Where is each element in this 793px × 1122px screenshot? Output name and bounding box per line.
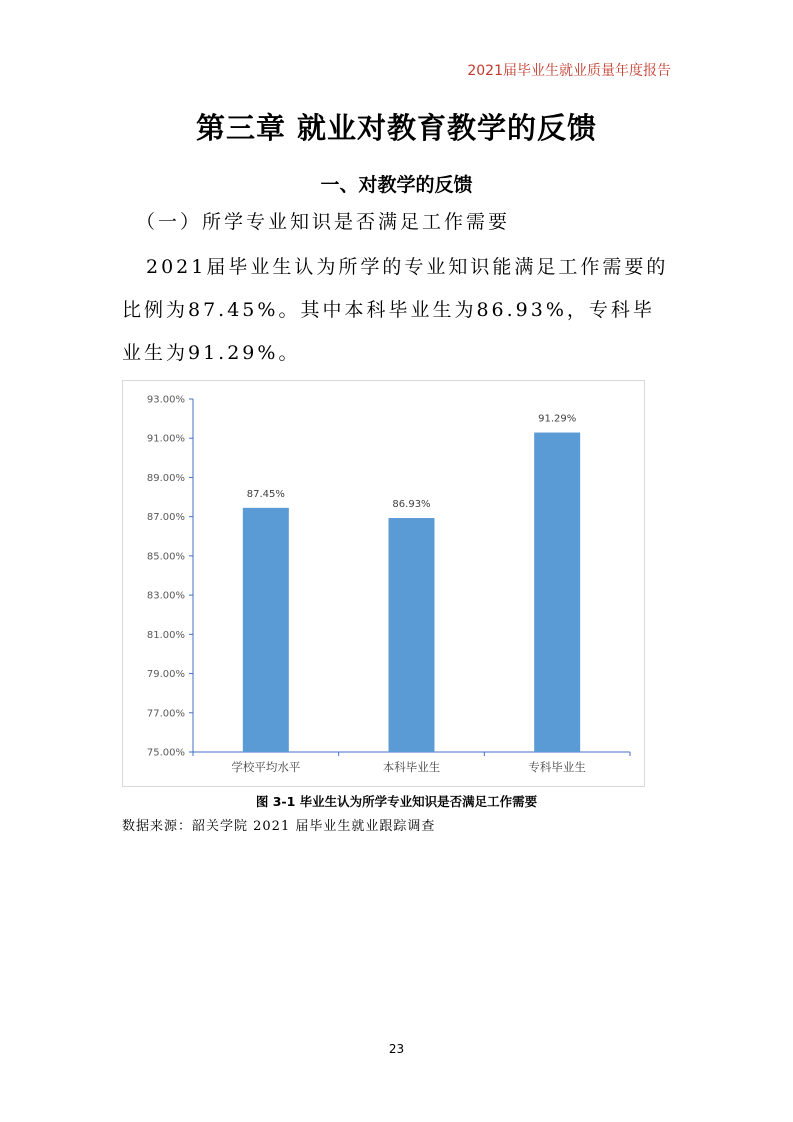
y-tick-label: 83.00% (146, 590, 185, 602)
y-tick-label: 93.00% (146, 394, 185, 406)
y-tick-label: 77.00% (146, 708, 185, 720)
y-tick-label: 91.00% (146, 433, 185, 445)
x-category-label: 专科毕业生 (528, 760, 586, 774)
subsection-title: （一）所学专业知识是否满足工作需要 (136, 211, 511, 233)
y-tick-label: 81.00% (146, 629, 185, 641)
bar (534, 433, 580, 752)
y-tick-label: 85.00% (146, 551, 185, 563)
chart-frame (122, 380, 645, 787)
source-note: 数据来源：韶关学院 2021 届毕业生就业跟踪调查 (122, 819, 436, 834)
section-title: 一、对教学的反馈 (320, 174, 473, 196)
page-number: 23 (388, 1042, 405, 1056)
y-tick-label: 75.00% (146, 747, 185, 759)
y-tick-label: 89.00% (146, 472, 185, 484)
bar (243, 508, 289, 752)
bar-data-label: 91.29% (538, 413, 577, 425)
report-header: 2021届毕业生就业质量年度报告 (467, 63, 671, 79)
x-category-label: 本科毕业生 (382, 760, 441, 774)
y-tick-label: 79.00% (146, 669, 185, 681)
chapter-title: 第三章 就业对教育教学的反馈 (195, 111, 598, 145)
bar-data-label: 86.93% (392, 499, 431, 511)
y-tick-label: 87.00% (146, 512, 185, 524)
bar (389, 518, 435, 752)
figure-caption: 图 3-1 毕业生认为所学专业知识是否满足工作需要 (255, 794, 538, 809)
bar-data-label: 87.45% (246, 488, 285, 500)
x-category-label: 学校平均水平 (231, 760, 301, 774)
bar-chart (123, 381, 646, 788)
body-paragraph: 2021届毕业生认为所学的专业知识能满足工作需要的比例为87.45%。其中本科毕业生为86.93%，专科毕业生为91.29%。 (122, 256, 669, 364)
